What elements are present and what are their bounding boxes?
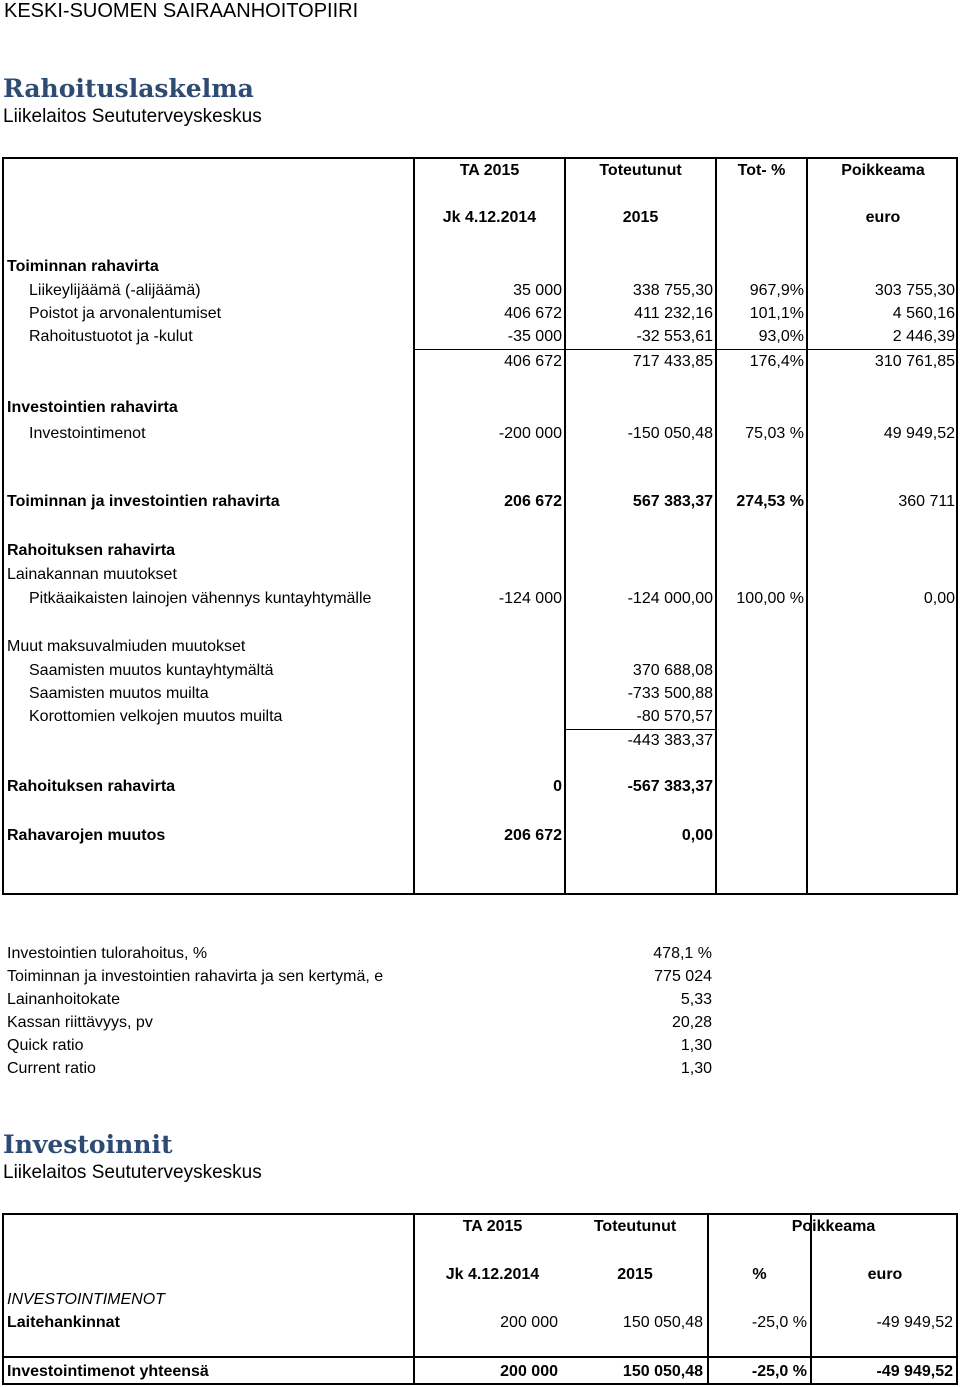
row-label: Laitehankinnat: [7, 1314, 120, 1331]
ratio-value: 20,28: [671, 1014, 712, 1031]
row-tot: -150 050,48: [627, 425, 713, 442]
operating-total-pct: 176,4%: [749, 353, 804, 370]
section-title-rahoituslaskelma: Rahoituslaskelma: [3, 74, 254, 103]
col-header-ta-date: Jk 4.12.2014: [442, 209, 537, 226]
ratio-value: 1,30: [680, 1037, 712, 1054]
row-pct: 101,1%: [749, 305, 804, 322]
row-pct: -25,0 %: [751, 1314, 807, 1331]
financing-subheading: Lainakannan muutokset: [7, 566, 177, 583]
combined-label: Toiminnan ja investointien rahavirta: [7, 493, 280, 510]
row-pct: 75,03 %: [745, 425, 804, 442]
row-ta: 406 672: [504, 305, 562, 322]
col-header-ta: TA 2015: [462, 1218, 523, 1235]
row-tot: 370 688,08: [632, 662, 713, 679]
col-header-toteutunut: Toteutunut: [593, 1218, 677, 1235]
investments-total-label: Investointimenot yhteensä: [7, 1363, 209, 1380]
row-tot: -32 553,61: [636, 328, 713, 345]
financing-total-ta: 0: [553, 778, 562, 795]
col-header-toteutunut: Toteutunut: [599, 162, 682, 179]
subtotal-rule: [415, 349, 956, 350]
row-pct: 967,9%: [749, 282, 804, 299]
row-ta: -35 000: [507, 328, 562, 345]
row-ta: 35 000: [513, 282, 562, 299]
row-dev: 0,00: [923, 590, 955, 607]
cash-change-tot: 0,00: [681, 827, 713, 844]
col-header-ta: TA 2015: [459, 162, 520, 179]
col-header-year: 2015: [617, 1266, 653, 1283]
cash-change-ta: 206 672: [504, 827, 562, 844]
col-header-ta-date: Jk 4.12.2014: [445, 1266, 540, 1283]
subtotal-rule: [566, 729, 715, 730]
row-label: Pitkäaikaisten lainojen vähennys kuntayhtymälle: [29, 590, 372, 607]
row-pct: 100,00 %: [736, 590, 804, 607]
other-changes-total: -443 383,37: [627, 732, 713, 749]
investments-total-pct: -25,0 %: [751, 1363, 807, 1380]
operating-heading: Toiminnan rahavirta: [7, 258, 159, 275]
investing-heading: Investointien rahavirta: [7, 399, 178, 416]
ratio-label: Quick ratio: [7, 1037, 84, 1054]
combined-dev: 360 711: [898, 493, 955, 510]
row-ta: -124 000: [498, 590, 562, 607]
col-header-tot-pct: Tot- %: [737, 162, 786, 179]
row-ta: 200 000: [500, 1314, 558, 1331]
ratio-value: 478,1 %: [653, 945, 712, 962]
col-header-year: 2015: [622, 209, 659, 226]
row-tot: -124 000,00: [627, 590, 713, 607]
combined-pct: 274,53 %: [736, 493, 804, 510]
row-tot: 338 755,30: [632, 282, 713, 299]
row-dev: 49 949,52: [883, 425, 955, 442]
ratio-label: Toiminnan ja investointien rahavirta ja sen kertymä, e: [7, 968, 384, 985]
ratio-label: Kassan riittävyys, pv: [7, 1014, 153, 1031]
row-label: Saamisten muutos muilta: [29, 685, 209, 702]
row-dev: 2 446,39: [892, 328, 955, 345]
financing-total-tot: -567 383,37: [627, 778, 713, 795]
row-pct: 93,0%: [758, 328, 804, 345]
operating-total-dev: 310 761,85: [874, 353, 955, 370]
row-dev: -49 949,52: [876, 1314, 953, 1331]
ratio-value: 775 024: [654, 968, 712, 985]
col-header-pct: %: [752, 1266, 767, 1283]
ratio-label: Investointien tulorahoitus, %: [7, 945, 208, 962]
investments-total-ta: 200 000: [500, 1363, 558, 1380]
row-label: Poistot ja arvonalentumiset: [29, 305, 222, 322]
investments-heading: INVESTOINTIMENOT: [7, 1291, 165, 1308]
ratio-label: Current ratio: [7, 1060, 96, 1077]
investments-total-tot: 150 050,48: [622, 1363, 703, 1380]
row-label: Saamisten muutos kuntayhtymältä: [29, 662, 274, 679]
financing-heading: Rahoituksen rahavirta: [7, 542, 176, 559]
row-tot: -80 570,57: [636, 708, 713, 725]
investments-total-dev: -49 949,52: [876, 1363, 953, 1380]
row-dev: 4 560,16: [892, 305, 955, 322]
organization-name: KESKI-SUOMEN SAIRAANHOITOPIIRI: [4, 0, 359, 22]
combined-ta: 206 672: [504, 493, 562, 510]
combined-tot: 567 383,37: [632, 493, 713, 510]
row-tot: 150 050,48: [622, 1314, 703, 1331]
row-label: Rahoitustuotot ja -kulut: [29, 328, 193, 345]
col-header-poikkeama: Poikkeama: [841, 162, 925, 179]
section-subtitle: Liikelaitos Seututerveyskeskus: [3, 106, 262, 127]
section-title-investoinnit: Investoinnit: [3, 1130, 173, 1159]
row-label: Korottomien velkojen muutos muilta: [29, 708, 283, 725]
col-header-euro: euro: [865, 209, 901, 226]
financing-total-label: Rahoituksen rahavirta: [7, 778, 176, 795]
section-subtitle: Liikelaitos Seututerveyskeskus: [3, 1162, 262, 1183]
cash-change-label: Rahavarojen muutos: [7, 827, 166, 844]
operating-total-ta: 406 672: [504, 353, 562, 370]
operating-total-tot: 717 433,85: [632, 353, 713, 370]
row-ta: -200 000: [498, 425, 562, 442]
col-header-poikkeama: Poikkeama: [791, 1218, 876, 1235]
ratio-value: 5,33: [680, 991, 712, 1008]
ratio-value: 1,30: [680, 1060, 712, 1077]
other-changes-heading: Muut maksuvalmiuden muutokset: [7, 638, 246, 655]
row-label: Liikeylijäämä (-alijäämä): [29, 282, 201, 299]
row-tot: -733 500,88: [627, 685, 713, 702]
row-tot: 411 232,16: [634, 305, 713, 322]
ratio-label: Lainanhoitokate: [7, 991, 120, 1008]
row-label: Investointimenot: [29, 425, 146, 442]
col-header-euro: euro: [867, 1266, 903, 1283]
row-dev: 303 755,30: [874, 282, 955, 299]
